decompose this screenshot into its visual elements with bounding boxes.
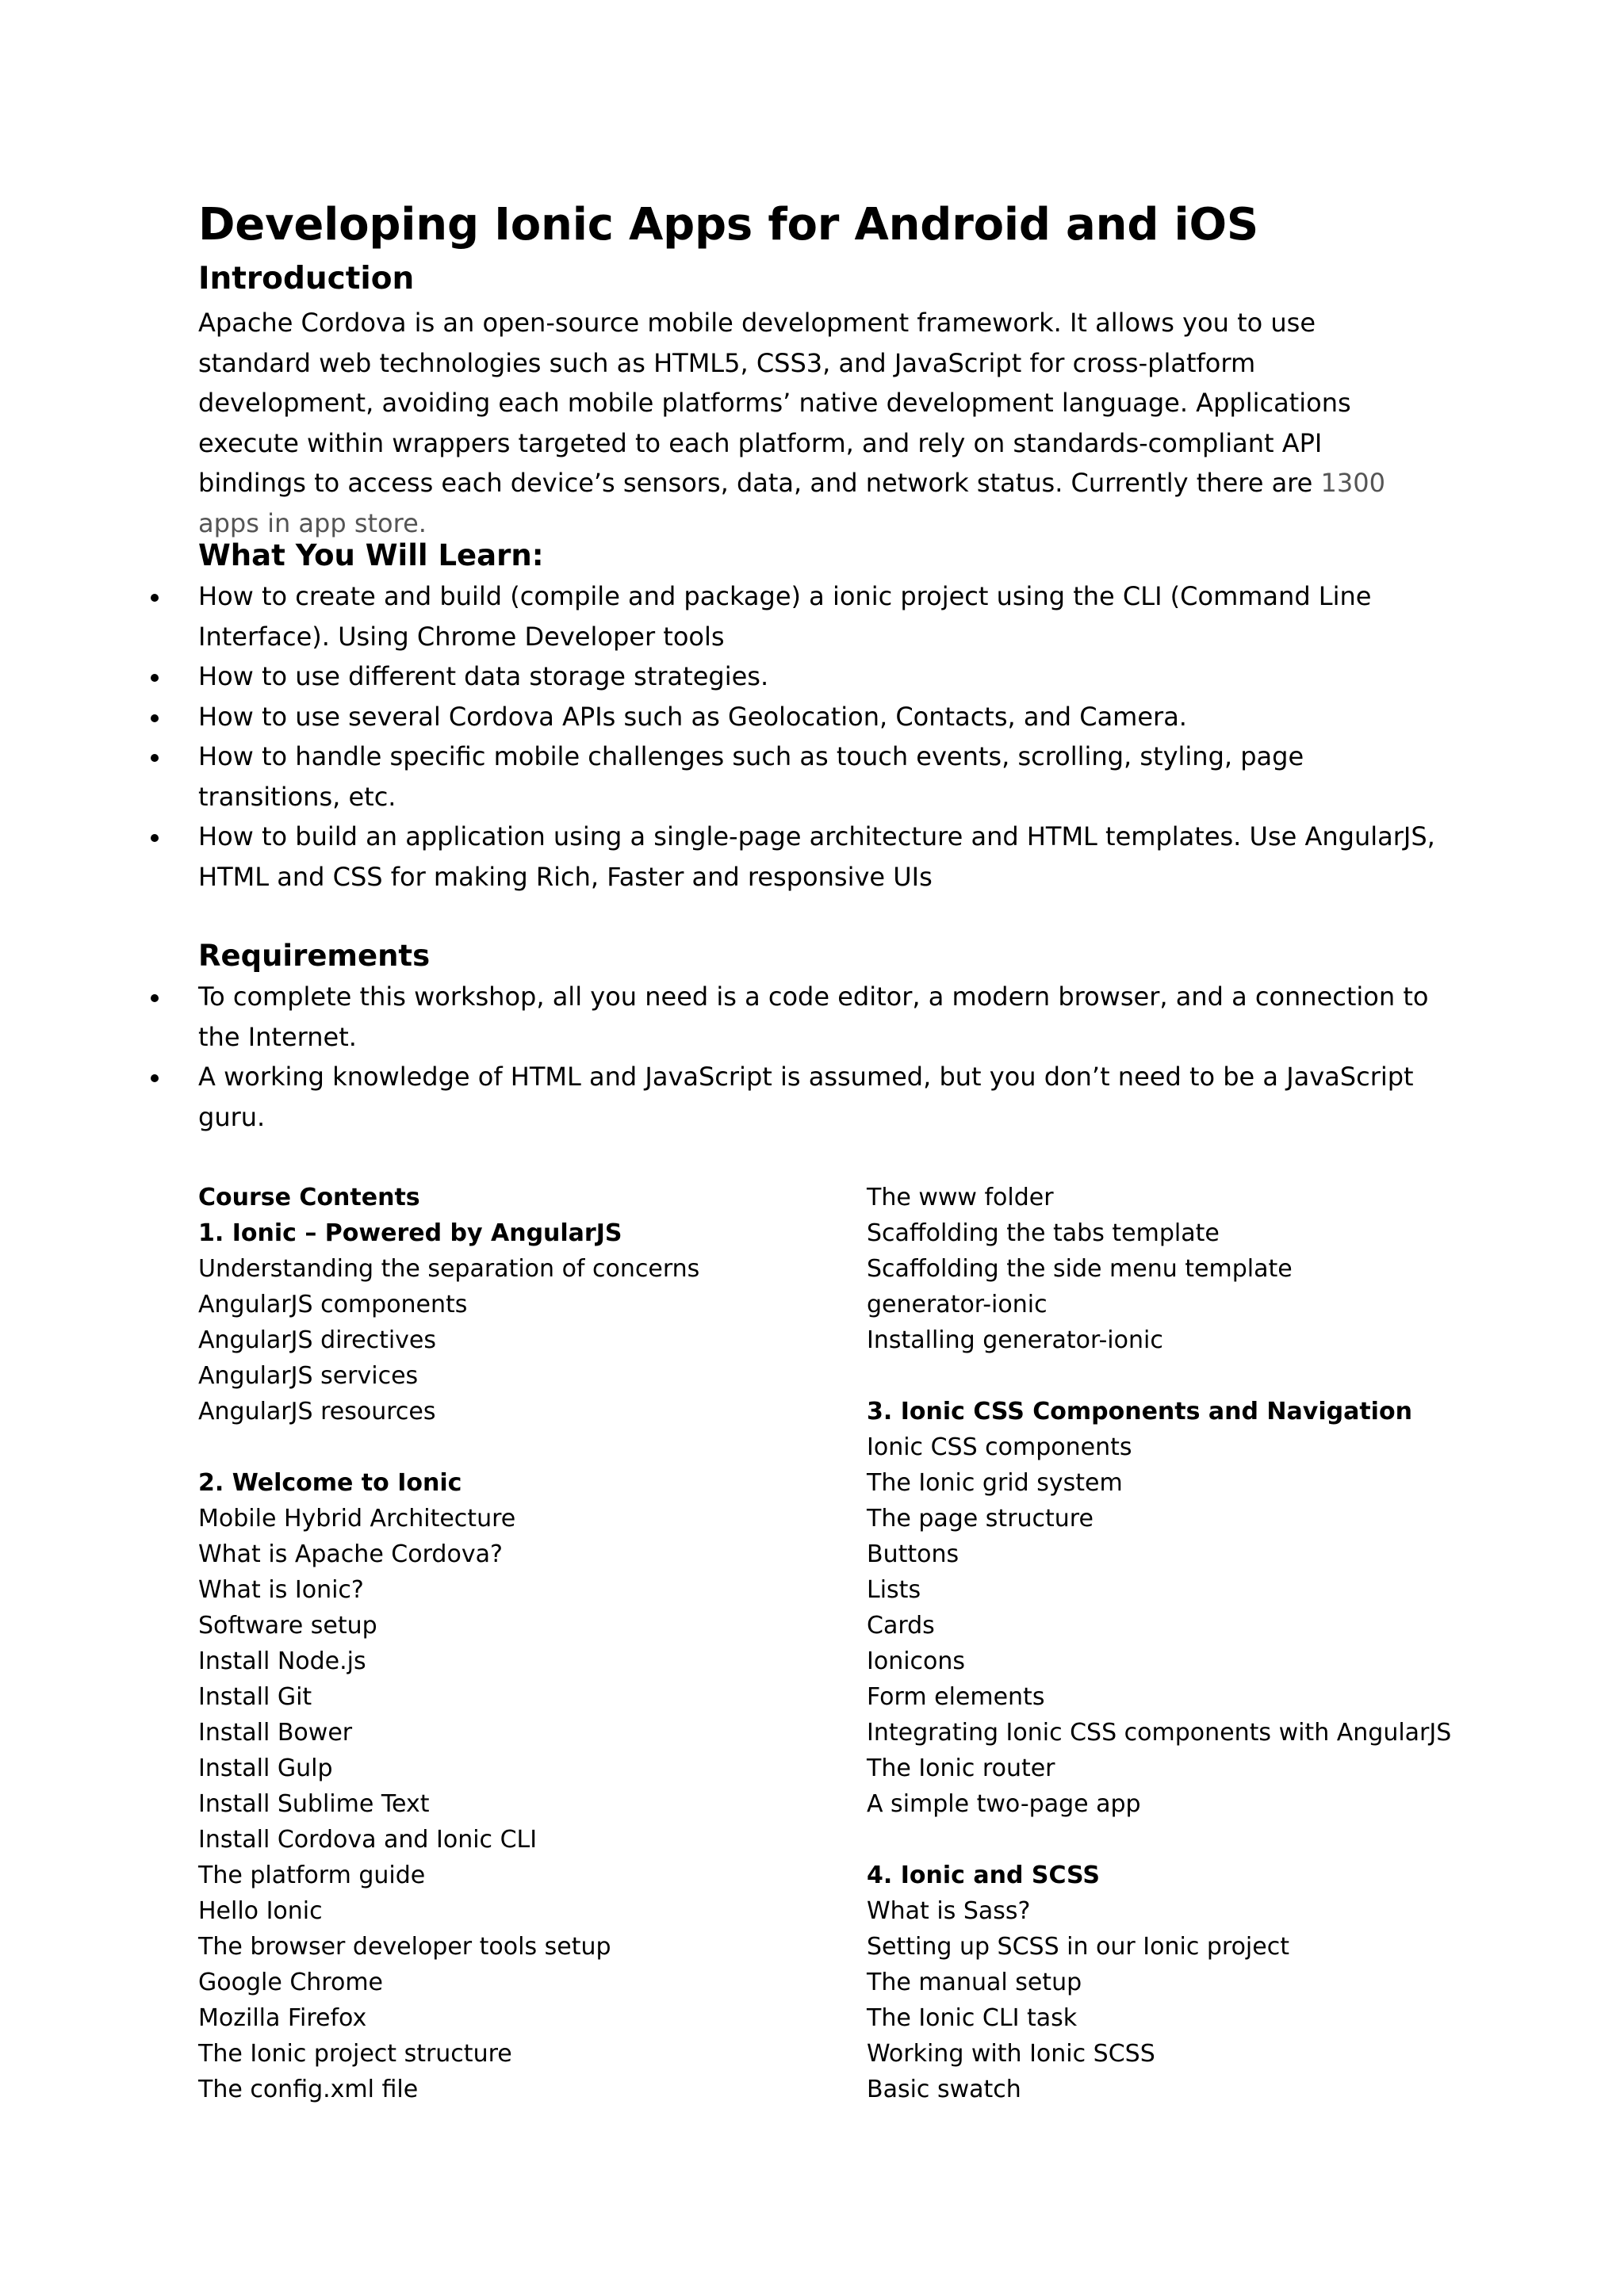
content-item: Scaffolding the side menu template bbox=[867, 1255, 1293, 1283]
spacer bbox=[867, 1822, 1501, 1858]
content-item: The manual setup bbox=[867, 1969, 1082, 1996]
content-item: Understanding the separation of concerns bbox=[198, 1255, 700, 1283]
content-item: Basic swatch bbox=[867, 2076, 1021, 2103]
requirements-list bbox=[198, 977, 1443, 1137]
list-item: How to use different data storage strategies. bbox=[198, 656, 1443, 697]
chapter-heading: 4. Ionic and SCSS bbox=[867, 1862, 1100, 1889]
content-item: The browser developer tools setup bbox=[198, 1933, 611, 1961]
content-item: Mobile Hybrid Architecture bbox=[198, 1505, 516, 1533]
content-item: The platform guide bbox=[198, 1862, 426, 1889]
list-item: A working knowledge of HTML and JavaScript is assumed, but you don’t need to be a JavaScript guru. bbox=[198, 1057, 1443, 1137]
content-item: Scaffolding the tabs template bbox=[867, 1219, 1220, 1247]
content-item: Ionic CSS components bbox=[867, 1433, 1132, 1461]
content-item: What is Apache Cordova? bbox=[198, 1540, 503, 1568]
list-item: How to create and build (compile and package) a ionic project using the CLI (Command Line Interface). Using Chrome Developer tools bbox=[198, 576, 1443, 656]
content-item: Install Cordova and Ionic CLI bbox=[198, 1826, 538, 1854]
content-item: Hello Ionic bbox=[198, 1897, 323, 1925]
list-item: To complete this workshop, all you need is a code editor, a modern browser, and a connection to the Internet. bbox=[198, 977, 1443, 1057]
spacer bbox=[198, 1429, 833, 1465]
content-item: Installing generator-ionic bbox=[867, 1326, 1163, 1354]
content-item: The Ionic CLI task bbox=[867, 2004, 1078, 2032]
course-contents-heading: Course Contents bbox=[198, 1184, 420, 1211]
content-item: Integrating Ionic CSS components with AngularJS bbox=[867, 1719, 1452, 1747]
content-item: Lists bbox=[867, 1576, 921, 1604]
content-item: The Ionic project structure bbox=[198, 2040, 512, 2068]
spacer bbox=[867, 1358, 1501, 1394]
content-item: AngularJS resources bbox=[198, 1398, 436, 1425]
content-item: The Ionic router bbox=[867, 1755, 1055, 1782]
content-item: The page structure bbox=[867, 1505, 1094, 1533]
chapter-heading: 1. Ionic – Powered by AngularJS bbox=[198, 1219, 622, 1247]
chapter-heading: 3. Ionic CSS Components and Navigation bbox=[867, 1398, 1412, 1425]
content-item: What is Sass? bbox=[867, 1897, 1031, 1925]
content-item: Install Sublime Text bbox=[198, 1790, 430, 1818]
content-item: AngularJS components bbox=[198, 1291, 468, 1318]
content-item: The config.xml file bbox=[198, 2076, 419, 2103]
course-contents-left-column bbox=[198, 1180, 833, 2107]
requirements-heading: Requirements bbox=[198, 939, 431, 973]
content-item: Ionicons bbox=[867, 1647, 966, 1675]
course-contents-right-column bbox=[867, 1180, 1501, 2107]
list-item: How to use several Cordova APIs such as Geolocation, Contacts, and Camera. bbox=[198, 697, 1443, 737]
content-item: Software setup bbox=[198, 1612, 377, 1640]
list-item: How to handle specific mobile challenges such as touch events, scrolling, styling, page transitions, etc. bbox=[198, 737, 1443, 817]
content-item: Working with Ionic SCSS bbox=[867, 2040, 1155, 2068]
content-item: generator-ionic bbox=[867, 1291, 1048, 1318]
content-item: Install Git bbox=[198, 1683, 312, 1711]
introduction-text: Apache Cordova is an open-source mobile development framework. It allows you to use standard web technologies such as HTML5, CSS3, and JavaScript for cross-platform development, avoiding each mobile platforms’ native development language. Applications execute within wrappers targeted to each platform, and rely on standards-compliant API bindings to access each device’s sensors, data, and network status. Currently there are bbox=[198, 308, 1351, 498]
list-item: How to build an application using a single-page architecture and HTML templates. Use AngularJS, HTML and CSS for making Rich, Faster and responsive UIs bbox=[198, 817, 1443, 897]
content-item: The www folder bbox=[867, 1184, 1054, 1211]
content-item: Install Node.js bbox=[198, 1647, 366, 1675]
content-item: What is Ionic? bbox=[198, 1576, 364, 1604]
content-item: Google Chrome bbox=[198, 1969, 383, 1996]
content-item: A simple two-page app bbox=[867, 1790, 1141, 1818]
content-item: Setting up SCSS in our Ionic project bbox=[867, 1933, 1289, 1961]
content-item: The Ionic grid system bbox=[867, 1469, 1123, 1497]
content-item: Form elements bbox=[867, 1683, 1045, 1711]
content-item: Cards bbox=[867, 1612, 935, 1640]
introduction-paragraph bbox=[198, 303, 1435, 543]
content-item: Mozilla Firefox bbox=[198, 2004, 367, 2032]
content-item: AngularJS directives bbox=[198, 1326, 437, 1354]
learn-heading: What You Will Learn: bbox=[198, 538, 544, 572]
content-item: Install Bower bbox=[198, 1719, 353, 1747]
page-title: Developing Ionic Apps for Android and iOS bbox=[198, 199, 1259, 251]
learn-list bbox=[198, 576, 1443, 897]
chapter-heading: 2. Welcome to Ionic bbox=[198, 1469, 462, 1497]
content-item: Install Gulp bbox=[198, 1755, 333, 1782]
introduction-heading: Introduction bbox=[198, 261, 415, 297]
introduction-highlight: 1300 apps in app store. bbox=[198, 468, 1385, 538]
content-item: AngularJS services bbox=[198, 1362, 419, 1390]
content-item: Buttons bbox=[867, 1540, 959, 1568]
